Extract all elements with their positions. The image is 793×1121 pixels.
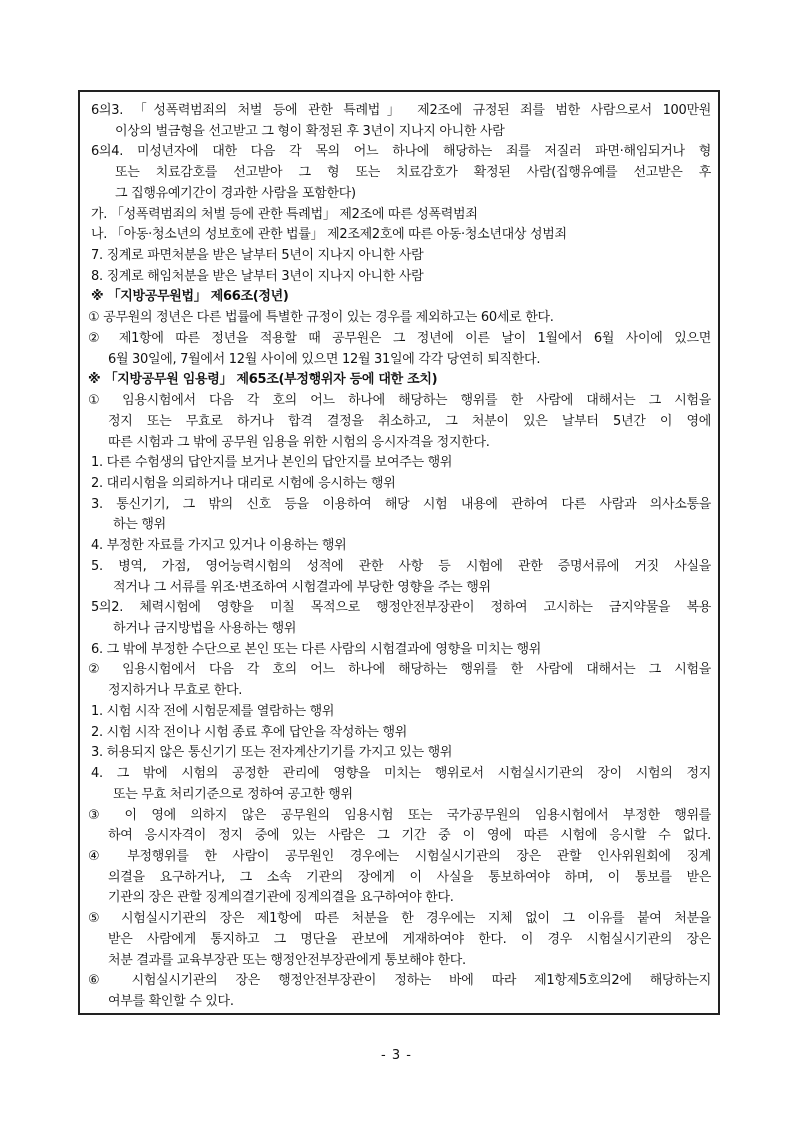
- section-heading: ※ 「지방공무원 임용령」 제65조(부정행위자 등에 대한 조치): [88, 372, 438, 387]
- text-line: 6. 그 밖에 부정한 수단으로 본인 또는 다른 사람의 시험결과에 영향을 미치는 행위: [91, 642, 542, 657]
- section-heading: ※ 「지방공무원법」 제66조(정년): [91, 289, 289, 304]
- text-line: 5의2. 체력시험에 영향을 미칠 목적으로 행정안전부장관이 정하여 고시하는 금지약물을 복용: [91, 600, 711, 615]
- text-line: 3. 허용되지 않은 통신기기 또는 전자계산기기를 가지고 있는 행위: [91, 745, 453, 760]
- text-line: 여부를 확인할 수 있다.: [108, 994, 234, 1009]
- page-number: - 3 -: [381, 1048, 412, 1063]
- text-line: 의결을 요구하거나, 그 소속 기관의 장에게 이 사실을 통보하여야 하며, 이 통보를 받은: [108, 870, 711, 885]
- text-line: 3. 통신기기, 그 밖의 신호 등을 이용하여 해당 시험 내용에 관하여 다른 사람과 의사소통을: [91, 497, 711, 512]
- text-line: 4. 그 밖에 시험의 공정한 관리에 영향을 미치는 행위로서 시험실시기관의 장이 시험의 정지: [91, 766, 711, 781]
- text-line: 6의4. 미성년자에 대한 다음 각 목의 어느 하나에 해당하는 죄를 저질러 파면·해임되거나 형: [91, 144, 711, 159]
- text-line: 8. 징계로 해임처분을 받은 날부터 3년이 지나지 아니한 사람: [91, 269, 424, 284]
- text-line: 가. 「성폭력범죄의 처벌 등에 관한 특례법」 제2조에 따른 성폭력범죄: [91, 207, 478, 222]
- text-line: 하거나 금지방법을 사용하는 행위: [113, 621, 297, 636]
- text-line: 처분 결과를 교육부장관 또는 행정안전부장관에게 통보해야 한다.: [108, 953, 466, 968]
- text-line: 4. 부정한 자료를 가지고 있거나 이용하는 행위: [91, 538, 347, 553]
- text-line: ④ 부정행위를 한 사람이 공무원인 경우에는 시험실시기관의 장은 관할 인사위원회에 징계: [88, 849, 711, 864]
- text-line: ⑤ 시험실시기관의 장은 제1항에 따른 처분을 한 경우에는 지체 없이 그 이유를 붙여 처분을: [88, 911, 711, 926]
- text-line: 1. 시험 시작 전에 시험문제를 열람하는 행위: [91, 704, 335, 719]
- text-line: 따른 시험과 그 밖에 공무원 임용을 위한 시험의 응시자격을 정지한다.: [108, 435, 490, 450]
- text-line: ② 임용시험에서 다음 각 호의 어느 하나에 해당하는 행위를 한 사람에 대해서는 그 시험을: [88, 662, 711, 677]
- text-line: ① 공무원의 정년은 다른 법률에 특별한 규정이 있는 경우를 제외하고는 60세로 한다.: [88, 310, 554, 325]
- text-line: 이상의 벌금형을 선고받고 그 형이 확정된 후 3년이 지나지 아니한 사람: [115, 124, 505, 139]
- text-line: 그 집행유예기간이 경과한 사람을 포함한다): [115, 186, 356, 201]
- text-line: ③ 이 영에 의하지 않은 공무원의 임용시험 또는 국가공무원의 임용시험에서 부정한 행위를: [88, 808, 711, 823]
- text-line: 6의3. 「성폭력범죄의 처벌 등에 관한 특례법」 제2조에 규정된 죄를 범한 사람으로서 100만원: [91, 103, 711, 118]
- text-line: 받은 사람에게 통지하고 그 명단을 관보에 게재하여야 한다. 이 경우 시험실시기관의 장은: [108, 932, 711, 947]
- text-line: 정지 또는 무효로 하거나 합격 결정을 취소하고, 그 처분이 있은 날부터 5년간 이 영에: [108, 414, 711, 429]
- text-line: 또는 무효 처리기준으로 정하여 공고한 행위: [113, 787, 353, 802]
- text-line: 또는 치료감호를 선고받아 그 형 또는 치료감호가 확정된 사람(집행유예를 선고받은 후: [115, 165, 711, 180]
- text-line: 나. 「아동·청소년의 성보호에 관한 법률」 제2조제2호에 따른 아동·청소년대상 성범죄: [91, 227, 567, 242]
- text-line: 적거나 그 서류를 위조·변조하여 시험결과에 부당한 영향을 주는 행위: [113, 580, 491, 595]
- text-line: 5. 병역, 가점, 영어능력시험의 성적에 관한 사항 등 시험에 관한 증명서류에 거짓 사실을: [91, 559, 711, 574]
- text-line: 하는 행위: [113, 517, 166, 532]
- text-line: 1. 다른 수험생의 답안지를 보거나 본인의 답안지를 보여주는 행위: [91, 455, 453, 470]
- text-line: 정지하거나 무효로 한다.: [108, 683, 243, 698]
- text-line: 2. 대리시험을 의뢰하거나 대리로 시험에 응시하는 행위: [91, 476, 396, 491]
- text-line: 2. 시험 시작 전이나 시험 종료 후에 답안을 작성하는 행위: [91, 725, 407, 740]
- text-line: ① 임용시험에서 다음 각 호의 어느 하나에 해당하는 행위를 한 사람에 대해서는 그 시험을: [88, 393, 711, 408]
- text-line: 하여 응시자격이 정지 중에 있는 사람은 그 기간 중 이 영에 따른 시험에 응시할 수 없다.: [108, 828, 711, 843]
- text-line: 7. 징계로 파면처분을 받은 날부터 5년이 지나지 아니한 사람: [91, 248, 424, 263]
- text-line: 6월 30일에, 7월에서 12월 사이에 있으면 12월 31일에 각각 당연히 퇴직한다.: [108, 352, 541, 367]
- text-line: 기관의 장은 관할 징계의결기관에 징계의결을 요구하여야 한다.: [108, 890, 454, 905]
- text-line: ② 제1항에 따른 정년을 적용할 때 공무원은 그 정년에 이른 날이 1월에서 6월 사이에 있으면: [88, 331, 711, 346]
- text-line: ⑥ 시험실시기관의 장은 행정안전부장관이 정하는 바에 따라 제1항제5호의2에 해당하는지: [88, 973, 711, 988]
